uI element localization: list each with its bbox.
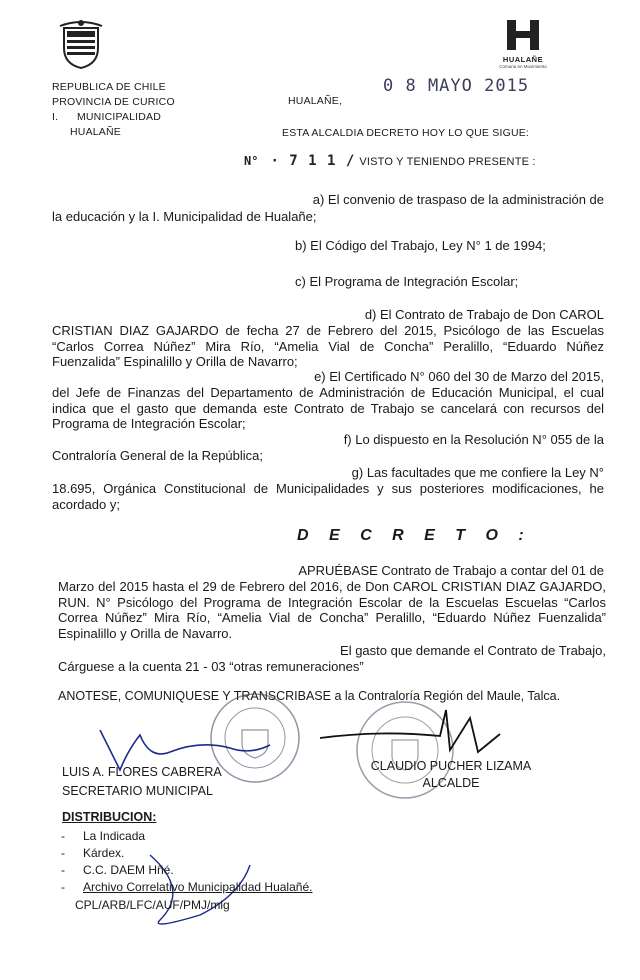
issuer-line-2: PROVINCIA DE CURICO: [52, 96, 175, 108]
item-d-first: d) El Contrato de Trabajo de Don CAROL: [364, 307, 604, 322]
distribution-item: - La Indicada: [61, 829, 146, 843]
item-g-rest: 18.695, Orgánica Constitucional de Municipalidades y sus posteriores modificaciones, he acordado y;: [52, 481, 604, 512]
typist-initials: CPL/ARB/LFC/AUF/PMJ/mig: [75, 898, 230, 912]
item-f-first: f) Lo dispuesto en la Resolución N° 055 de la: [343, 432, 604, 447]
item-d-rest: CRISTIAN DIAZ GAJARDO de fecha 27 de Febrero del 2015, Psicólogo de las Escuelas “Carlos Correa Núñez” Mira Río, “Amelia Vial de Concha” Peralillo, “Eduardo Núñez Fuenzalida” Espinalillo y Orilla de Navarro;: [52, 323, 604, 369]
item-g-first: g) Las facultades que me confiere la Ley N°: [351, 465, 604, 480]
mayor-signature-block: [366, 758, 536, 791]
decreto-p2-first: El gasto que demande el Contrato de Trabajo,: [340, 643, 606, 658]
closing-line: ANOTESE, COMUNIQUESE Y TRANSCRIBASE a la Contraloría Región del Maule, Talca.: [58, 689, 561, 703]
mayor-name: CLAUDIO PUCHER LIZAMA: [370, 759, 532, 773]
decreto-p1-first: APRUÉBASE Contrato de Trabajo a contar del 01 de: [298, 563, 604, 578]
signature-right: [320, 710, 500, 752]
distribution-list: [61, 828, 313, 896]
decreto-p1-rest: Marzo del 2015 hasta el 29 de Febrero del 2016, de Don CAROL CRISTIAN DIAZ GAJARDO, RUN. N° Psicólogo del Programa de Integración Escolar de la Escuelas Escuelas “Carlos Correa Núñez” Mira Río, “Amelia Vial de Concha” Peralillo, “Eduardo Núñez Fuenzalida” Espinalillo y Orilla de Navarro.: [58, 579, 606, 641]
decree-intro: ESTA ALCALDIA DECRETO HOY LO QUE SIGUE:: [282, 127, 530, 139]
date-stamp: 0 8 MAYO 2015: [383, 76, 530, 96]
coat-of-arms-logo: [58, 18, 104, 70]
secretary-title: SECRETARIO MUNICIPAL: [62, 784, 213, 798]
hualane-logo: [498, 18, 548, 69]
number-prefix: N°: [244, 154, 259, 168]
logo-subtext: Comuna en Movimiento: [499, 64, 547, 69]
distribution-item: - C.C. DAEM Hñé.: [61, 863, 174, 877]
issuer-line-4: HUALAÑE: [70, 126, 121, 138]
item-f-rest: Contraloría General de la República;: [52, 448, 264, 463]
secretary-signature-block: [62, 764, 222, 799]
item-b: b) El Código del Trabajo, Ley N° 1 de 1994;: [295, 238, 546, 253]
item-c: c) El Programa de Integración Escolar;: [295, 274, 519, 289]
distribution-item: - Kárdex.: [61, 846, 125, 860]
issuer-line-3: I. MUNICIPALIDAD: [52, 111, 162, 123]
distribution-item: - Archivo Correlativo Municipalidad Hualañé.: [61, 880, 313, 894]
municipal-stamp-left: [211, 694, 299, 782]
mayor-title: ALCALDE: [422, 776, 480, 790]
visto-label: VISTO Y TENIENDO PRESENTE :: [359, 156, 536, 168]
decreto-title: D E C R E T O :: [297, 527, 532, 544]
item-a-rest: la educación y la I. Municipalidad de Hualañe;: [52, 209, 317, 224]
item-a-first: a) El convenio de traspaso de la administración de: [312, 192, 604, 207]
logo-text: HUALAÑE: [502, 55, 544, 64]
issuer-block: [52, 80, 232, 140]
issuer-line-1: REPUBLICA DE CHILE: [52, 81, 166, 93]
secretary-name: LUIS A. FLORES CABRERA: [62, 765, 222, 779]
decree-number-line: [244, 153, 536, 170]
item-e-rest: del Jefe de Finanzas del Departamento de Administración de Educación Municipal, el cual indica que el gasto que demanda este Contrato de Trabajo se cancelará con recursos del Programa de Integración Escolar;: [52, 385, 604, 431]
place-label: HUALAÑE,: [288, 95, 343, 107]
item-e-first: e) El Certificado N° 060 del 30 de Marzo del 2015,: [314, 369, 604, 384]
decreto-p2-rest: Cárguese a la cuenta 21 - 03 “otras remuneraciones”: [58, 659, 364, 674]
decree-number: · 7 1 1 /: [270, 153, 356, 169]
hualane-h-icon: [503, 18, 543, 52]
distribution-title: DISTRIBUCION:: [62, 810, 157, 824]
